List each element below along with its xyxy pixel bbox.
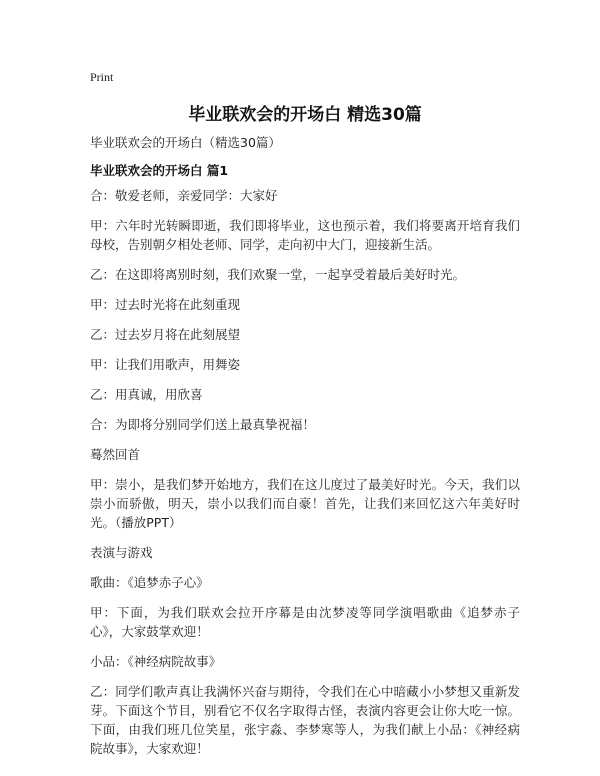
paragraph: 乙：用真诚，用欣喜 bbox=[90, 387, 203, 402]
section-heading: 毕业联欢会的开场白 篇1 bbox=[90, 163, 229, 178]
subsection-heading: 蓦然回首 bbox=[90, 447, 141, 462]
program-item: 小品：《神经病院故事》 bbox=[90, 654, 222, 669]
paragraph: 乙：过去岁月将在此刻展望 bbox=[90, 327, 241, 342]
paragraph: 乙：同学们歌声真让我满怀兴奋与期待，令我们在心中暗藏小小梦想又重新发芽。下面这个节目，别看它不仅名字取得古怪，表演内容更会让你大吃一惊。下面，由我们班几位笑星，张宇淼、李梦寒等人，为我们献上小品：《神经病院故事》，大家欢迎！ bbox=[90, 684, 520, 756]
paragraph: 甲：过去时光将在此刻重现 bbox=[90, 297, 241, 312]
document-body bbox=[90, 186, 520, 769]
paragraph: 甲：崇小，是我们梦开始地方，我们在这儿度过了最美好时光。今天，我们以崇小而骄傲，明天，崇小以我们而自豪！首先，让我们来回忆这六年美好时光。（播放PPT） bbox=[90, 477, 520, 530]
paragraph: 甲：下面，为我们联欢会拉开序幕是由沈梦凌等同学演唱歌曲《追梦赤子心》，大家鼓掌欢迎！ bbox=[90, 605, 520, 639]
program-item: 歌曲：《追梦赤子心》 bbox=[90, 575, 209, 590]
paragraph: 乙：在这即将离别时刻，我们欢聚一堂，一起享受着最后美好时光。 bbox=[90, 267, 466, 282]
print-label[interactable]: Print bbox=[90, 70, 114, 84]
document-page bbox=[90, 0, 520, 776]
document-title: 毕业联欢会的开场白 精选30篇 bbox=[188, 105, 422, 125]
paragraph: 合：为即将分别同学们送上最真挚祝福！ bbox=[90, 417, 316, 432]
paragraph: 甲：让我们用歌声，用舞姿 bbox=[90, 357, 241, 372]
document-subtitle: 毕业联欢会的开场白（精选30篇） bbox=[90, 135, 281, 150]
paragraph: 合：敬爱老师，亲爱同学：大家好 bbox=[90, 188, 278, 203]
subsection-heading: 表演与游戏 bbox=[90, 545, 153, 560]
paragraph: 甲：六年时光转瞬即逝，我们即将毕业，这也预示着，我们将要离开培育我们母校，告别朝夕相处老师、同学，走向初中大门，迎接新生活。 bbox=[90, 218, 520, 252]
